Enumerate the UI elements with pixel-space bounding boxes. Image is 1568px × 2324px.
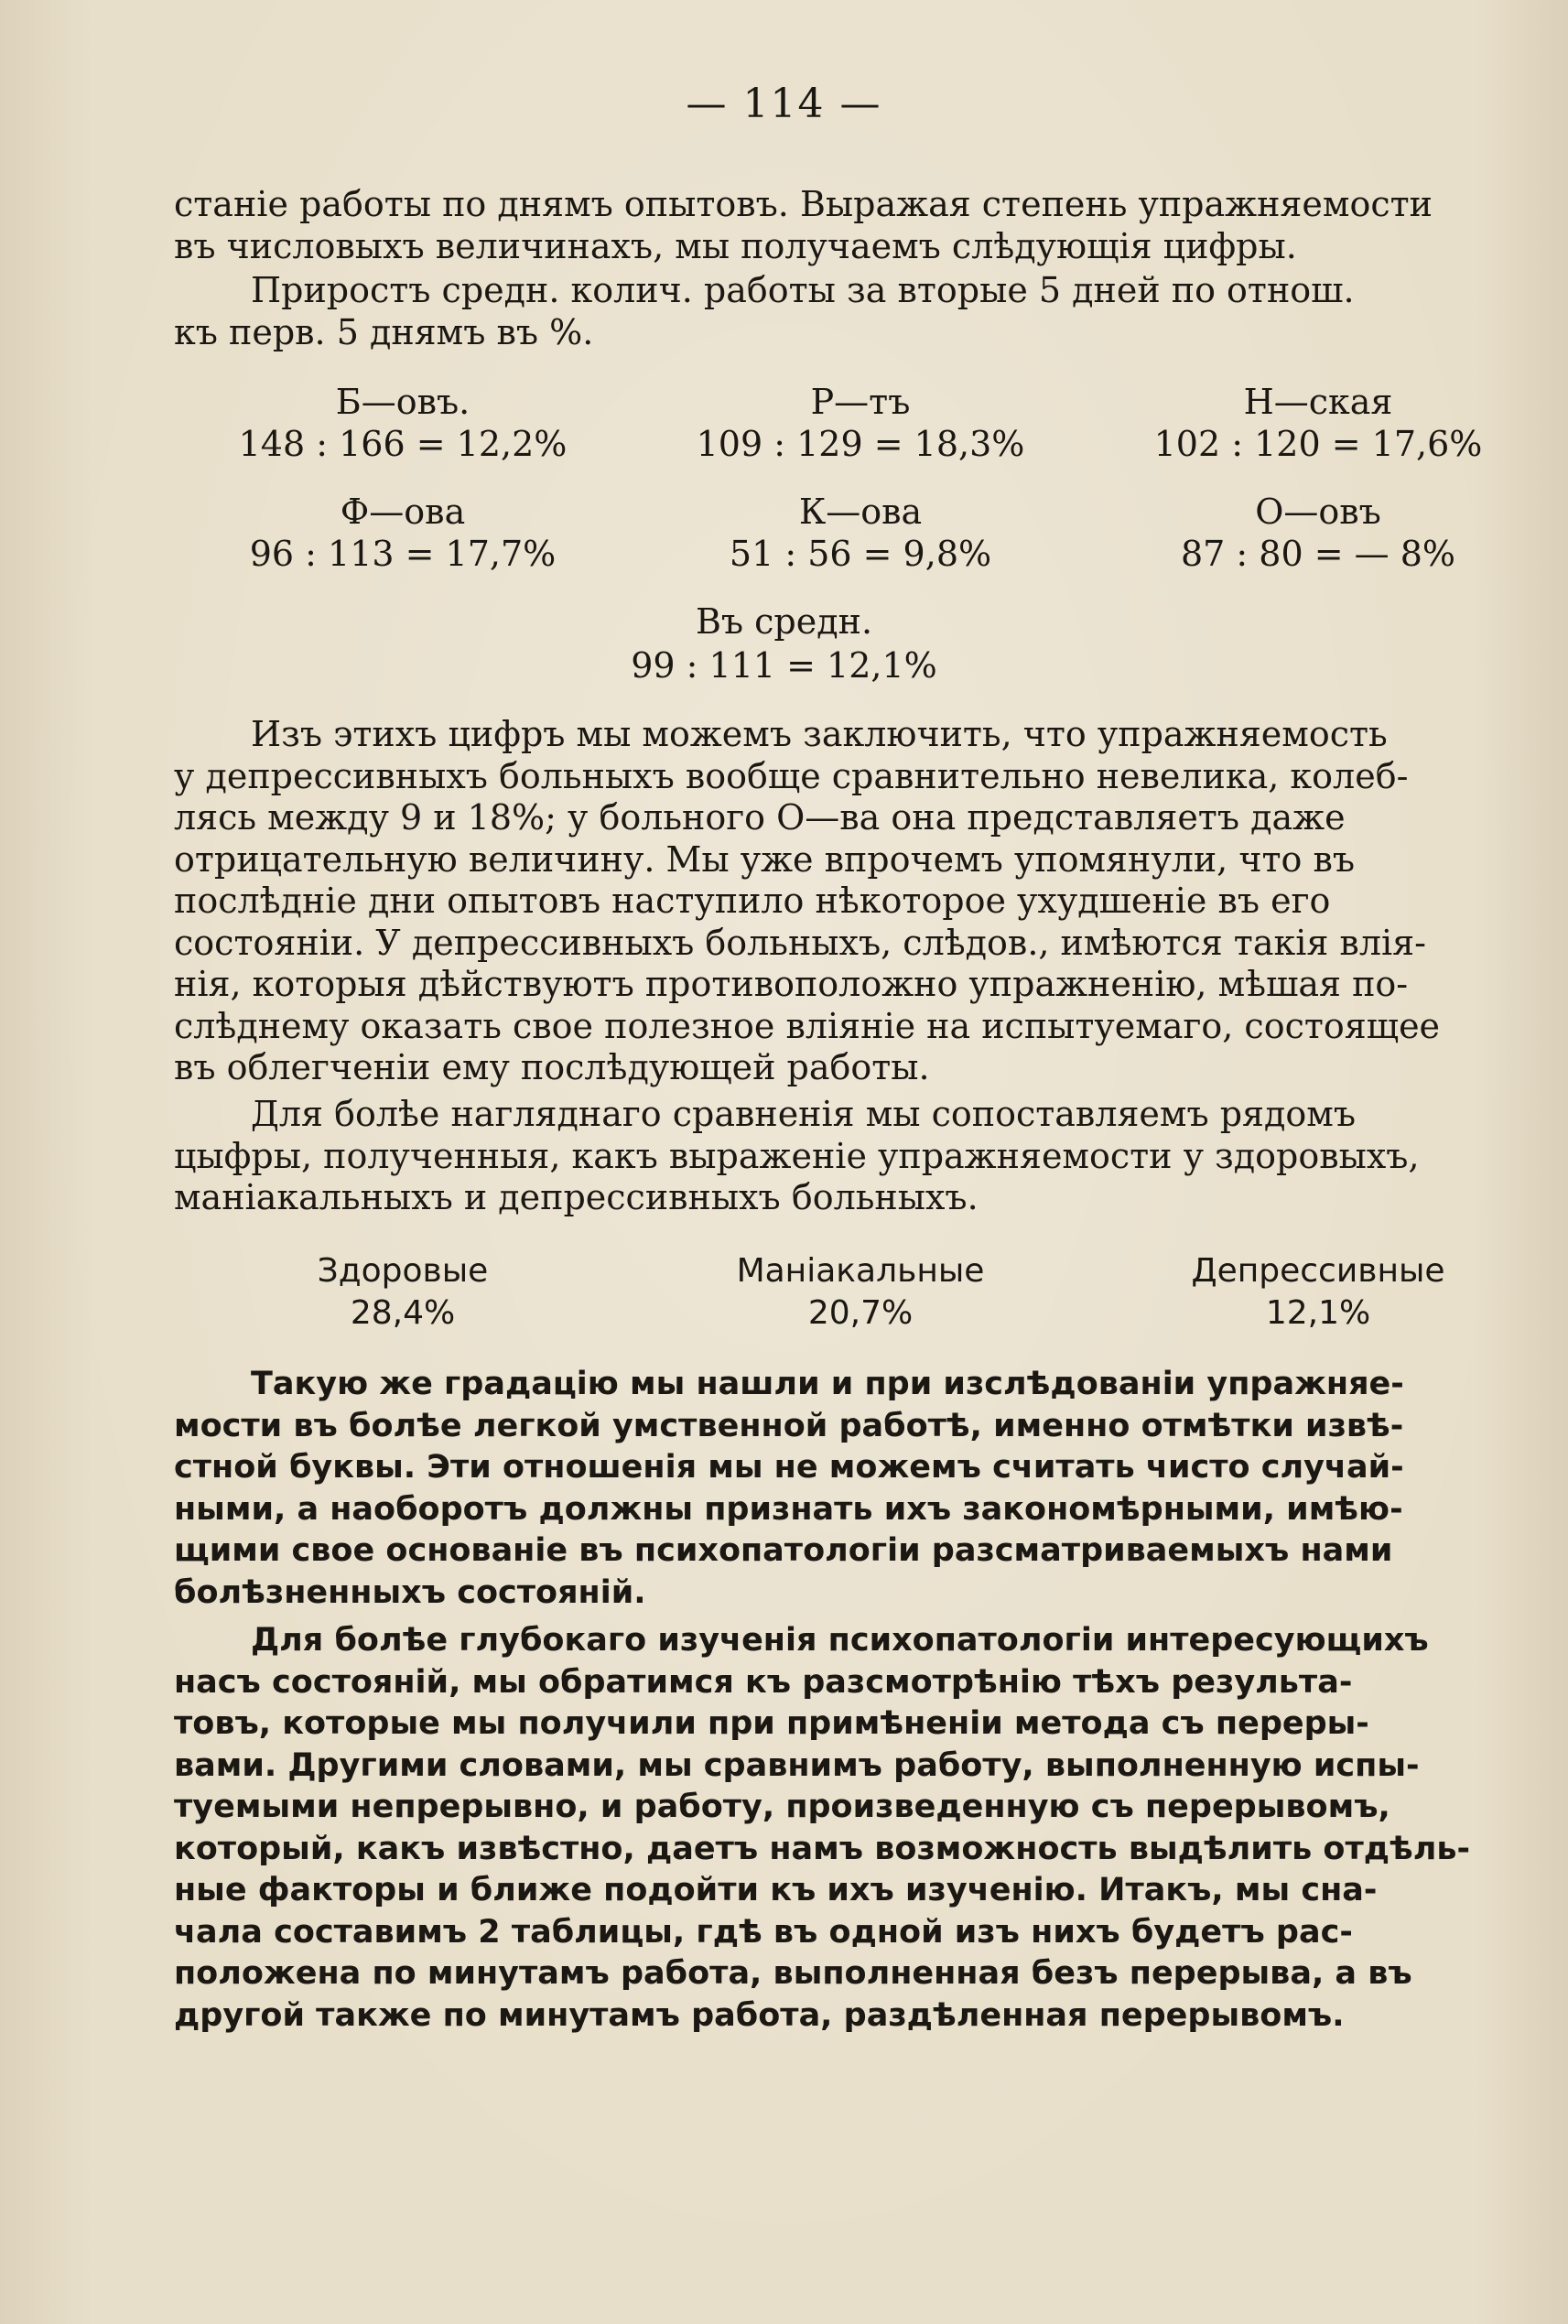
result-cell	[174, 491, 632, 575]
text-line: который, какъ извѣстно, даетъ намъ возможность выдѣлить отдѣль-	[174, 1830, 1471, 1867]
text-line: маніакальныхъ и депрессивныхъ больныхъ.	[174, 1177, 979, 1217]
text-line: насъ состояній, мы обратимся къ разсмотрѣнію тѣхъ результа-	[174, 1663, 1353, 1701]
text-line: стной буквы. Эти отношенія мы не можемъ считать чисто случай-	[174, 1449, 1404, 1486]
text-line: послѣдніе дни опытовъ наступило нѣкоторое ухудшеніе въ его	[174, 881, 1331, 921]
text-line: въ числовыхъ величинахъ, мы получаемъ слѣдующія цифры.	[174, 226, 1297, 266]
summary-cell	[174, 1250, 632, 1335]
text-line: мости въ болѣе легкой умственной работѣ, именно отмѣтки извѣ-	[174, 1407, 1404, 1444]
text-line: щими свое основаніе въ психопатологіи разсматриваемыхъ нами	[174, 1532, 1393, 1569]
average-value: 99 : 111 = 12,1%	[631, 645, 937, 686]
text-line: нія, которыя дѣйствуютъ противоположно упражненію, мѣшая по-	[174, 964, 1409, 1004]
summary-row	[174, 1250, 1547, 1335]
text-line: ными, а наоборотъ должны признать ихъ закономѣрными, имѣю-	[174, 1490, 1403, 1528]
results-row-2	[174, 491, 1547, 575]
group-label: Депрессивные	[1191, 1252, 1445, 1290]
ratio-value: 148 : 166 = 12,2%	[238, 424, 568, 464]
text-line: Такую же градацію мы нашли и при изслѣдованіи упражняе-	[251, 1366, 1404, 1402]
text-line: туемыми непрерывно, и работу, произведенную съ перерывомъ,	[174, 1789, 1390, 1825]
group-value: 28,4%	[350, 1294, 456, 1332]
group-value: 12,1%	[1265, 1294, 1371, 1332]
ratio-value: 87 : 80 = — 8%	[1180, 534, 1456, 574]
summary-cell	[632, 1250, 1089, 1335]
text-line: отрицательную величину. Мы уже впрочемъ упомянули, что въ	[174, 838, 1356, 880]
text-line: Для болѣе нагляднаго сравненія мы сопоставляемъ рядомъ	[251, 1094, 1357, 1134]
patient-label: Б—овъ.	[335, 382, 470, 422]
text-line: другой также по минутамъ работа, раздѣленная перерывомъ.	[174, 1996, 1345, 2034]
ratio-value: 109 : 129 = 18,3%	[696, 424, 1025, 464]
text-line: Для болѣе глубокаго изученія психопатологіи интересующихъ	[251, 1622, 1429, 1659]
text-line: въ облегченіи ему послѣдующей работы.	[174, 1047, 930, 1087]
text-line: состояніи. У депрессивныхъ больныхъ, слѣдов., имѣются такія влія-	[174, 922, 1426, 963]
text-line: Изъ этихъ цифръ мы можемъ заключить, что упражняемость	[251, 714, 1388, 754]
patient-label: Ф—ова	[340, 492, 466, 532]
result-cell	[174, 381, 632, 465]
group-label: Здоровые	[317, 1252, 489, 1290]
text-line: болѣзненныхъ состояній.	[174, 1573, 646, 1611]
result-cell	[632, 491, 1089, 575]
text-line: ные факторы и ближе подойти къ ихъ изученію. Итакъ, мы сна-	[174, 1872, 1378, 1908]
patient-label: К—ова	[798, 492, 923, 532]
group-value: 20,7%	[807, 1294, 914, 1332]
text-line: цыфры, полученныя, какъ выраженіе упражняемости у здоровыхъ,	[174, 1135, 1420, 1176]
text-line: товъ, которые мы получили при примѣненіи метода съ переры-	[174, 1705, 1369, 1742]
average-label: Въ средн.	[695, 601, 873, 642]
ratio-value: 102 : 120 = 17,6%	[1153, 424, 1483, 464]
text-line: къ перв. 5 днямъ въ %.	[174, 312, 594, 352]
gradation-paragraph	[174, 1364, 1547, 1614]
result-cell	[1089, 381, 1547, 465]
final-paragraph	[174, 1620, 1547, 2037]
prirost-paragraph	[174, 269, 1547, 353]
text-line: у депрессивныхъ больныхъ вообще сравнительно невелика, колеб-	[174, 755, 1409, 796]
result-cell	[1089, 491, 1547, 575]
text-line: станіе работы по днямъ опытовъ. Выражая степень упражняемости	[174, 184, 1433, 224]
page-number: — 114 —	[686, 81, 882, 127]
result-cell	[632, 381, 1089, 465]
patient-label: Н—ская	[1243, 382, 1393, 422]
text-line: чала составимъ 2 таблицы, гдѣ въ одной изъ нихъ будетъ рас-	[174, 1913, 1353, 1951]
patient-label: О—овъ	[1255, 492, 1381, 532]
text-line: лясь между 9 и 18%; у больного О—ва она представляетъ даже	[174, 797, 1346, 838]
comparison-paragraph	[174, 1094, 1547, 1219]
conclusion-paragraph	[174, 714, 1547, 1089]
patient-label: Р—тъ	[810, 382, 911, 422]
results-row-1	[174, 381, 1547, 465]
intro-paragraph	[174, 183, 1547, 267]
summary-cell	[1089, 1250, 1547, 1335]
text-line: положена по минутамъ работа, выполненная безъ перерыва, а въ	[174, 1955, 1412, 1992]
text-line: слѣднему оказать свое полезное вліяніе на испытуемаго, состоящее	[174, 1005, 1441, 1046]
text-line: Приростъ средн. колич. работы за вторые 5 дней по отнош.	[251, 270, 1355, 310]
group-label: Маніакальные	[736, 1252, 985, 1290]
text-line: вами. Другими словами, мы сравнимъ работу, выполненную испы-	[174, 1746, 1420, 1784]
ratio-value: 96 : 113 = 17,7%	[249, 534, 557, 574]
ratio-value: 51 : 56 = 9,8%	[729, 534, 992, 574]
